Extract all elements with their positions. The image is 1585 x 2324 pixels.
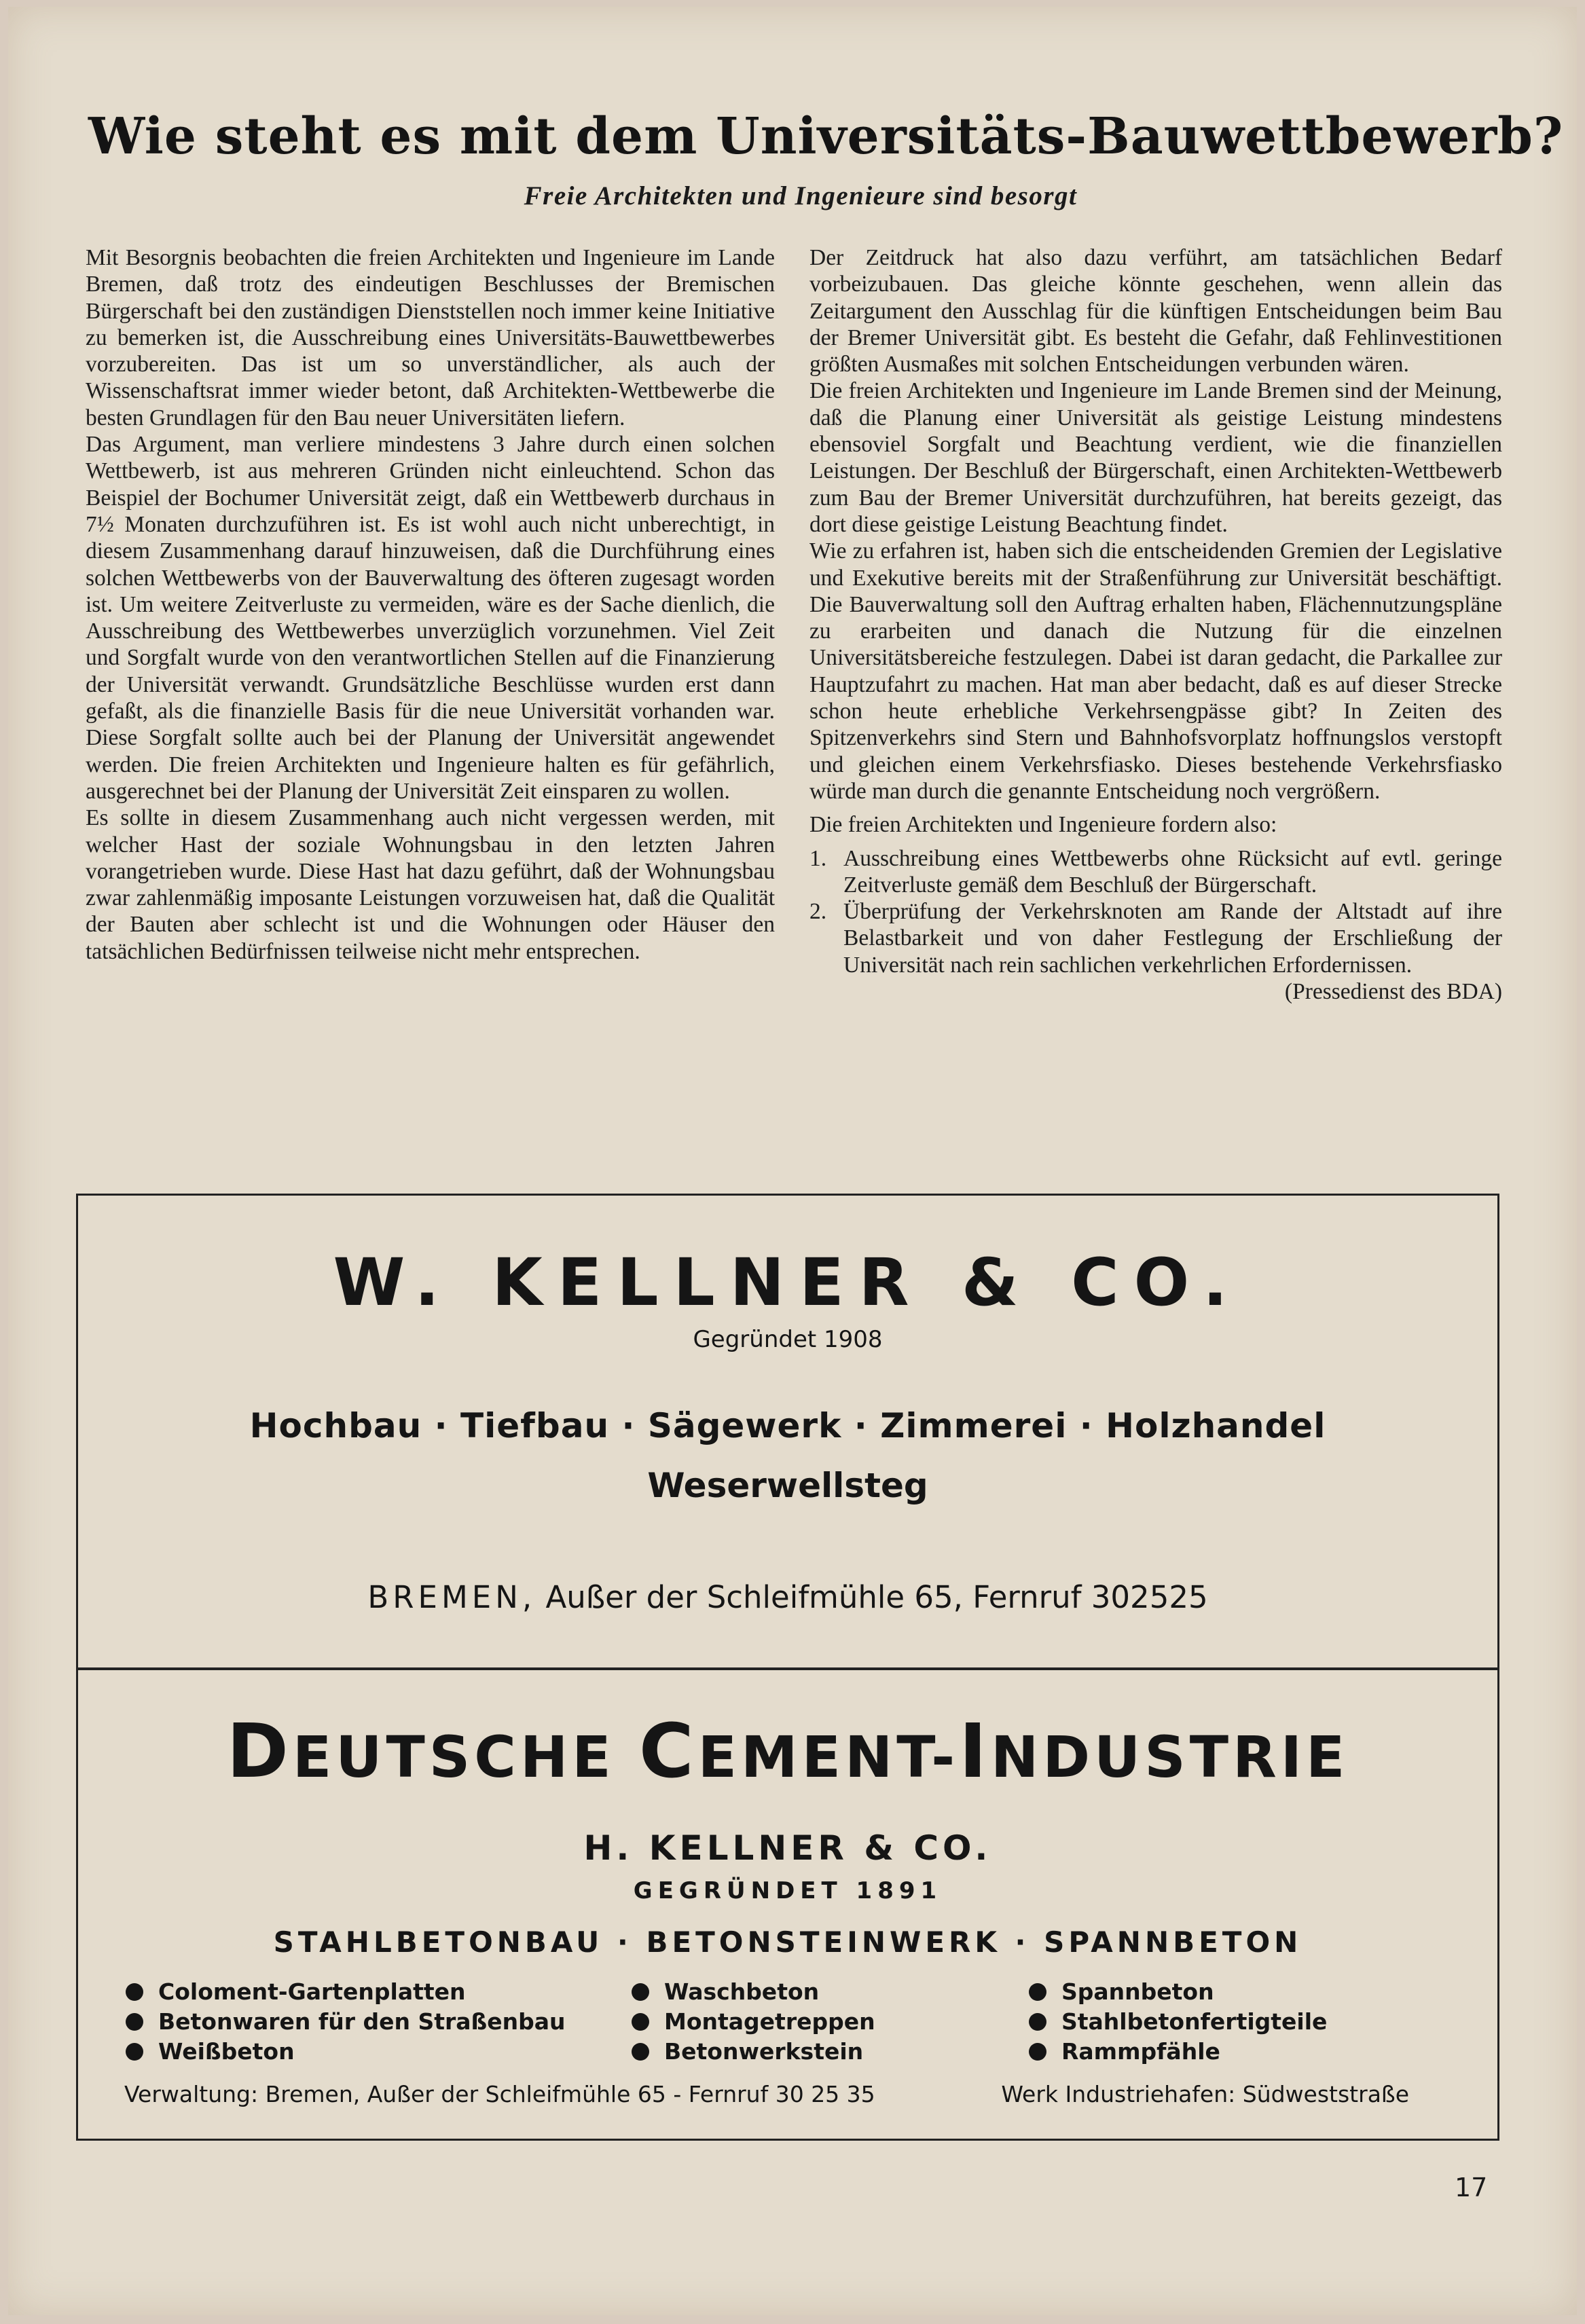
product-name: Betonwaren für den Straßenbau [158, 2008, 566, 2035]
demand-item [809, 898, 1502, 978]
advertisement-kellner [76, 1194, 1499, 1670]
services-line: Hochbau · Tiefbau · Sägewerk · Zimmerei · Holzhandel [249, 1406, 1326, 1445]
name-rest: EMENT- [697, 1724, 960, 1790]
product-name: Spannbeton [1061, 1978, 1214, 2005]
demand-text: Ausschreibung eines Wettbewerbs ohne Rücksicht auf evtl. geringe Zeitverluste gemäß dem Beschluß der Bürgerschaft. [843, 845, 1502, 898]
name-initial: I [959, 1708, 991, 1794]
list-item [1029, 1977, 1327, 2007]
paragraph: Die freien Architekten und Ingenieure im Lande Bremen sind der Meinung, daß die Planung einer Universität als geistige Leistung mindestens ebensoviel Sorgfalt und Beachtung verdient, wie die finanziellen Leistungen. Der Beschluß der Bürgerschaft, einen Architekten-Wettbewerb zum Bau der Bremer Universität durchzuführen, hat bereits gezeigt, das dort diese geistige Leistung Beachtung findet. [809, 378, 1502, 537]
paragraph: Das Argument, man verliere mindestens 3 Jahre durch einen solchen Wettbewerb, ist aus mehreren Gründen nicht einleuchtend. Schon das Beispiel der Bochumer Universität zeigt, daß ein Wettbewerb durchaus in 7½ Monaten durchzuführen ist. Es ist wohl auch nicht unberechtigt, in diesem Zusammenhang darauf hinzuweisen, daß die Durchführung eines solchen Wettbewerbs von der Bauverwaltung des öfteren zugesagt worden ist. Um weitere Zeitverluste zu vermeiden, wäre es der Sache dienlich, die Ausschreibung des Wettbewerbes unverzüglich vorzunehmen. Viel Zeit und Sorgfalt wurde von den verantwortlichen Stellen auf die Finanzierung der Universität verwandt. Grundsätzliche Beschlüsse wurden erst dann gefaßt, als die finanzielle Basis für die neue Universität vorhanden war. Diese Sorgfalt sollte auch bei der Planung der Universität angewendet werden. Die freien Architekten und Ingenieure halten es für gefährlich, ausgerechnet bei der Planung der Universität Zeit einsparen zu wollen. [86, 432, 775, 804]
bullet-icon [126, 2013, 143, 2031]
list-item [632, 2007, 875, 2037]
product-list [126, 1977, 566, 2067]
article-column-left [86, 244, 775, 965]
list-item [126, 1977, 566, 2007]
bullet-icon [1029, 2043, 1046, 2061]
works-address: Werk Industriehafen: Südweststraße [1001, 2081, 1409, 2107]
firm-name: H. KELLNER & CO. [583, 1828, 992, 1868]
location-line: Weserwellsteg [647, 1466, 928, 1505]
list-item [632, 1977, 875, 2007]
administration-address: Verwaltung: Bremen, Außer der Schleifmühle 65 - Fernruf 30 25 35 [124, 2081, 875, 2107]
bullet-icon [126, 2043, 143, 2061]
name-rest: NDUSTRIE [991, 1724, 1349, 1790]
list-item [632, 2037, 875, 2067]
demand-text: Überprüfung der Verkehrsknoten am Rande der Altstadt auf ihre Belastbarkeit und von daher Festlegung der Erschließung der Universität nach rein sachlichen verkehrlichen Erfordernissen. [843, 899, 1502, 978]
list-item [1029, 2007, 1327, 2037]
bullet-icon [1029, 1983, 1046, 2001]
advertisement-cement [76, 1668, 1499, 2141]
article-title: Wie steht es mit dem Universitäts-Bauwettbewerb? [88, 107, 1564, 166]
list-item [126, 2007, 566, 2037]
company-name: W. KELLNER & CO. [333, 1244, 1243, 1321]
founded-line: GEGRÜNDET 1891 [633, 1877, 943, 1904]
bullet-icon [632, 2043, 649, 2061]
product-list [632, 1977, 875, 2067]
demands-intro: Die freien Architekten und Ingenieure fordern also: [809, 812, 1277, 838]
product-name: Weißbeton [158, 2038, 295, 2065]
demand-item [809, 845, 1502, 899]
bullet-icon [126, 1983, 143, 2001]
product-name: Montagetreppen [664, 2008, 875, 2035]
product-name: Coloment-Gartenplatten [158, 1978, 466, 2005]
page-number: 17 [1455, 2173, 1488, 2202]
product-name: Stahlbetonfertigteile [1061, 2008, 1328, 2035]
product-name: Waschbeton [664, 1978, 820, 2005]
paragraph: Wie zu erfahren ist, haben sich die entscheidenden Gremien der Legislative und Exekutive bereits mit der Straßenführung zur Universität beschäftigt. Die Bauverwaltung soll den Auftrag erhalten haben, Flächennutzungspläne zu erarbeiten und danach die Nutzung für die einzelnen Universitätsbereiche festzulegen. Dabei ist daran gedacht, die Parkallee zur Hauptzufahrt zu machen. Hat man aber bedacht, daß es auf dieser Strecke schon heute erhebliche Verkehrsengpässe gibt? In Zeiten des Spitzenverkehrs sind Stern und Bahnhofsvorplatz hoffnungslos verstopft und gleichen einem Verkehrsfiasko. Dieses bestehende Verkehrsfiasko würde man durch die genannte Entscheidung noch vergrößern. [809, 538, 1502, 804]
article-column-right [809, 244, 1502, 1005]
product-list [1029, 1977, 1327, 2067]
paragraph: Es sollte in diesem Zusammenhang auch nicht vergessen werden, mit welcher Hast der soziale Wohnungsbau in den letzten Jahren vorangetrieben wurde. Diese Hast hat dazu geführt, daß der Wohnungsbau zwar zahlenmäßig imposante Leistungen vorzuweisen hat, daß die Qualität der Bauten aber schlecht ist und die Wohnungen oder Häuser den tatsächlichen Bedürfnissen teilweise nicht mehr entsprechen. [86, 805, 775, 964]
paragraph: Mit Besorgnis beobachten die freien Architekten und Ingenieure im Lande Bremen, daß trotz des eindeutigen Beschlusses der Bremischen Bürgerschaft bei den zuständigen Dienststellen noch immer keine Initiative zu bemerken ist, die Ausschreibung eines Universitäts-Bauwettbewerbes vorzubereiten. Das ist um so unverständlicher, als auch der Wissenschaftsrat immer wieder betont, daß Architekten-Wettbewerbe die besten Grundlagen für den Bau neuer Universitäten liefern. [86, 245, 775, 430]
bullet-icon [632, 1983, 649, 2001]
bullet-icon [1029, 2013, 1046, 2031]
list-item [1029, 2037, 1327, 2067]
name-rest: EUTSCHE [292, 1724, 639, 1790]
bullet-icon [632, 2013, 649, 2031]
specialties-line: STAHLBETONBAU · BETONSTEINWERK · SPANNBETON [273, 1925, 1302, 1959]
article-subtitle: Freie Architekten und Ingenieure sind besorgt [524, 181, 1078, 210]
demand-number: 2. [809, 899, 827, 925]
press-credit: (Pressedienst des BDA) [1284, 979, 1502, 1005]
magazine-page [8, 7, 1577, 2315]
list-item [126, 2037, 566, 2067]
company-name [78, 1708, 1497, 1794]
demand-number: 1. [809, 845, 827, 871]
street-address: Außer der Schleifmühle 65, Fernruf 302525 [545, 1579, 1208, 1615]
product-name: Betonwerkstein [664, 2038, 864, 2065]
founded-line: Gegründet 1908 [693, 1326, 883, 1353]
paragraph: Der Zeitdruck hat also dazu verführt, am tatsächlichen Bedarf vorbeizubauen. Das gleiche könnte geschehen, wenn allein das Zeitargument den Ausschlag für die künftigen Entscheidungen beim Bau der Bremer Universität gibt. Es besteht die Gefahr, daß Fehlinvestitionen größten Ausmaßes mit solchen Entscheidungen verbunden wären. [809, 245, 1502, 377]
name-initial: D [226, 1708, 293, 1794]
name-initial: C [638, 1708, 698, 1794]
product-name: Rammpfähle [1061, 2038, 1220, 2065]
address-line [78, 1579, 1497, 1615]
city-name: BREMEN, [367, 1579, 536, 1615]
